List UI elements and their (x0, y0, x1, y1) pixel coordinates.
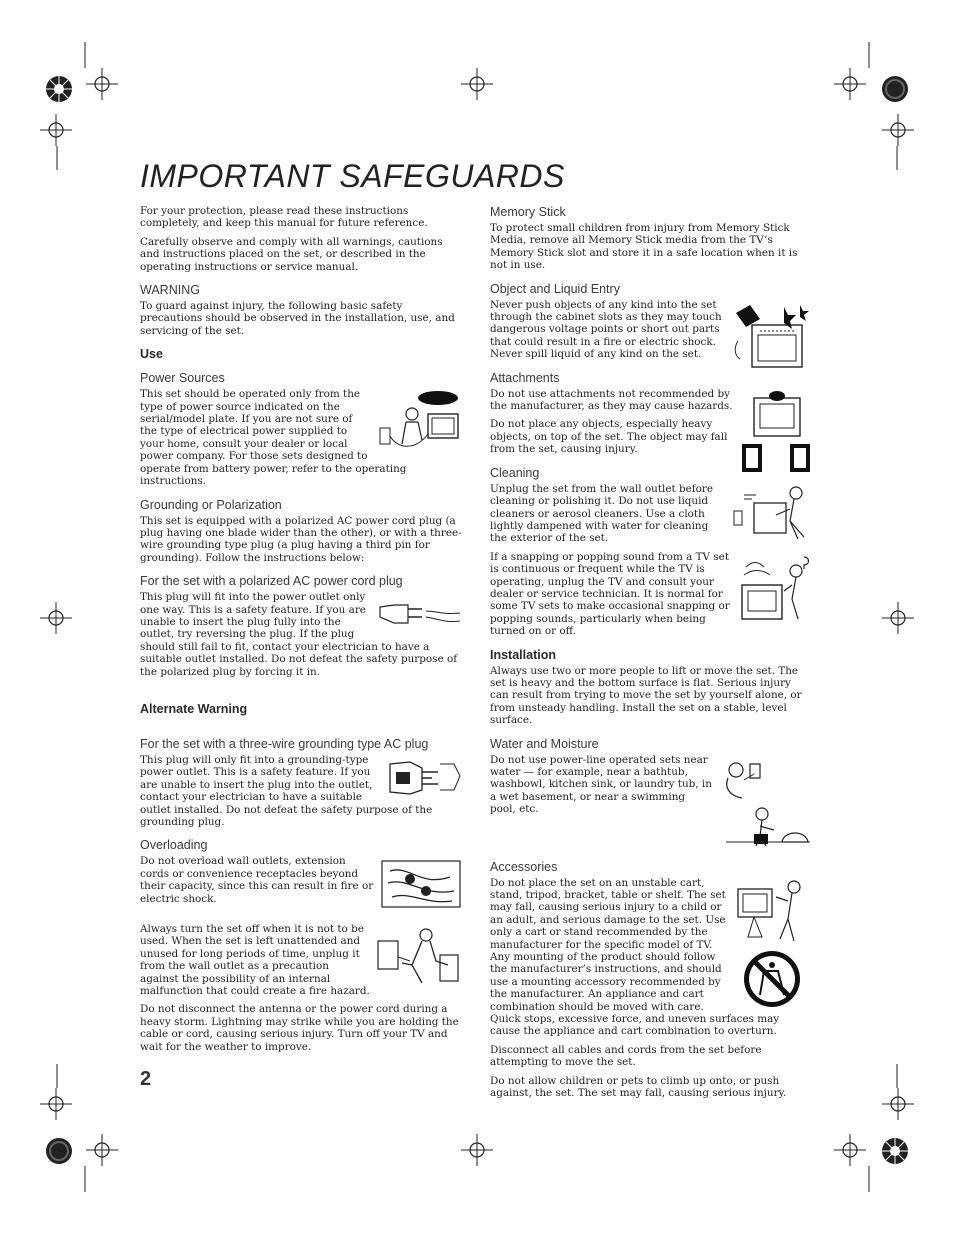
crosshair-icon (461, 68, 493, 100)
crosshair-icon (834, 1134, 866, 1166)
page-title: IMPORTANT SAFEGUARDS (140, 158, 565, 194)
intro-paragraph: Carefully observe and comply with all warnings, cautions and instructions placed on the set, or described in the operating instructions or service manual. (140, 235, 443, 273)
object-liquid-heading: Object and Liquid Entry (490, 281, 620, 296)
storm-text: Do not disconnect the antenna or the power cord during a heavy storm. Lightning may strike while you are holding the cable or cord, causing serious injury. Turn off your TV and wait for the weather to improve. (140, 1003, 459, 1053)
cleaning-heading: Cleaning (490, 465, 540, 480)
three-wire-plug-heading: For the set with a three-wire grounding type AC plug (140, 736, 429, 751)
crop-mark (896, 146, 898, 170)
accessories-text: Do not place the set on an unstable cart, stand, tripod, bracket, table or shelf. The set may fall, causing serious injury to a child or an adult, and serious damage to the set. Use only a cart or stand recommended by the manufacturer for the specific model of TV. Any mounting of the product should follow the manufacturer’s instructions, and should use a mounting accessory recommended by the manufacturer. An appliance and cart combination should be moved with care. Quick stops, excessive force, and uneven surfaces may cause the appliance and cart combination to overturn. (490, 876, 780, 1038)
water-moisture-text: Do not use power-line operated sets near water — for example, near a bathtub, washbowl, kitchen sink, or laundry tub, in a wet basement, or near a swimming pool, etc. (490, 753, 712, 816)
intro-paragraph: For your protection, please read these instructions completely, and keep this manual for future reference. (140, 205, 428, 230)
grounding-text: This set is equipped with a polarized AC power cord plug (a plug having one blade wider than the other), or with a three-wire grounding type plug (a plug having a third pin for grounding). Follow the instructions below: (140, 514, 462, 564)
grounding-plug-illustration (382, 756, 462, 798)
snapping-sound-text: If a snapping or popping sound from a TV set is continuous or frequent while the TV is operating, unplug the TV and consult your dealer or service technician. It is normal for some TV sets to make occasional snapping or popping sounds, particularly when being turned on or off. (490, 550, 730, 638)
disconnect-text: Disconnect all cables and cords from the set before attempting to move the set. (490, 1043, 762, 1069)
power-sources-text: This set should be operated only from the type of power source indicated on the serial/model plate. If you are not sure of the type of electrical power supplied to your home, consult your dealer or local power company. For those sets designed to operate from battery power, refer to the operating instructions. (140, 388, 407, 488)
water-moisture-heading: Water and Moisture (490, 736, 599, 751)
cleaning-illustration (732, 485, 812, 541)
registration-burst-icon (880, 74, 910, 104)
crosshair-icon (86, 1134, 118, 1166)
installation-heading: Installation (490, 647, 556, 662)
registration-burst-icon (880, 1136, 910, 1166)
crop-mark (56, 1064, 58, 1088)
crosshair-icon (40, 1088, 72, 1120)
crop-mark (56, 146, 58, 170)
children-pets-text: Do not allow children or pets to climb up onto, or push against, the set. The set may fall, causing serious injury. (490, 1074, 787, 1100)
crosshair-icon (882, 114, 914, 146)
crop-mark (868, 1166, 870, 1192)
water-moisture-illustration (720, 756, 812, 848)
right-column (490, 205, 812, 1106)
registration-burst-icon (44, 74, 74, 104)
accessories-heading: Accessories (490, 859, 558, 874)
memory-stick-heading: Memory Stick (490, 205, 566, 219)
polarized-plug-illustration (374, 593, 462, 629)
accessories-illustration (734, 879, 812, 1011)
attachments-text: Do not place any objects, especially heavy objects, on top of the set. The object may fall from the set, causing injury. (490, 418, 728, 456)
grounding-heading: Grounding or Polarization (140, 497, 282, 512)
object-liquid-text: Never push objects of any kind into the set through the cabinet slots as they may touch dangerous voltage points or short out parts that could result in a fire or electric shock. Never spill liquid of any kind on the set. (490, 298, 722, 361)
attachments-heading: Attachments (490, 370, 560, 385)
polarized-plug-heading: For the set with a polarized AC power cord plug (140, 574, 403, 589)
crop-mark (84, 42, 86, 68)
overloading-heading: Overloading (140, 838, 208, 853)
warning-text: To guard against injury, the following basic safety precautions should be observed in the installation, use, and servicing of the set. (140, 300, 455, 337)
registration-burst-icon (44, 1136, 74, 1166)
turn-off-text: Always turn the set off when it is not to be used. When the set is left unattended and unused for long periods of time, unplug it from the wall outlet as a precaution against the possibility of an internal malfunction that could create a fire hazard. (140, 923, 370, 998)
snapping-sound-illustration (740, 553, 812, 623)
warning-heading: WARNING (140, 283, 200, 298)
crosshair-icon (40, 114, 72, 146)
power-source-illustration (376, 390, 462, 454)
crop-mark (84, 1166, 86, 1192)
polarized-plug-text: This plug will fit into the power outlet only one way. This is a safety feature. If you are unable to insert the plug fully into the outlet, try reversing the plug. If the plug should still fail to fit, contact your electrician to have a suitable outlet installed. Do not defeat the safety purpose of the polarized plug by forcing it in. (140, 591, 458, 678)
crop-mark (896, 1064, 898, 1088)
crop-mark (868, 42, 870, 68)
page-number: 2 (140, 1068, 152, 1090)
alternate-warning-heading: Alternate Warning (140, 701, 248, 716)
crosshair-icon (882, 1088, 914, 1120)
use-heading: Use (140, 347, 163, 362)
left-column (140, 205, 462, 1059)
overloaded-outlet-illustration (380, 857, 462, 911)
power-sources-heading: Power Sources (140, 371, 225, 386)
cleaning-text: Unplug the set from the wall outlet before cleaning or polishing it. Do not use liquid cleaners or aerosol cleaners. Use a cloth lightly dampened with water for cleaning the exterior of the set. (490, 482, 714, 545)
crosshair-icon (86, 68, 118, 100)
unplug-illustration (376, 925, 462, 985)
crosshair-icon (834, 68, 866, 100)
object-liquid-illustration (730, 301, 812, 375)
memory-stick-text: To protect small children from injury from Memory Stick Media, remove all Memory Stick media from the TV’s Memory Stick slot and store it in a safe location when it is not in use. (490, 222, 798, 272)
crosshair-icon (40, 602, 72, 634)
three-wire-plug-text: This plug will only fit into a grounding-type power outlet. This is a safety feature. If you are unable to insert the plug into the outlet, contact your electrician to have a suitable outlet installed. Do not defeat the safety purpose of the grounding plug. (140, 753, 433, 828)
attachments-text: Do not use attachments not recommended by the manufacturer, as they may cause hazards. (490, 387, 733, 413)
crosshair-icon (461, 1134, 493, 1166)
installation-text: Always use two or more people to lift or move the set. The set is heavy and the bottom surface is flat. Serious injury can result from trying to move the set by yourself alone, or from unsteady handling. Install the set on a stable, level surface. (490, 664, 802, 727)
crosshair-icon (882, 602, 914, 634)
overloading-text: Do not overload wall outlets, extension cords or convenience receptacles beyond their capacity, since this can result in fire or electric shock. (140, 855, 374, 905)
attachments-illustration (740, 390, 812, 474)
